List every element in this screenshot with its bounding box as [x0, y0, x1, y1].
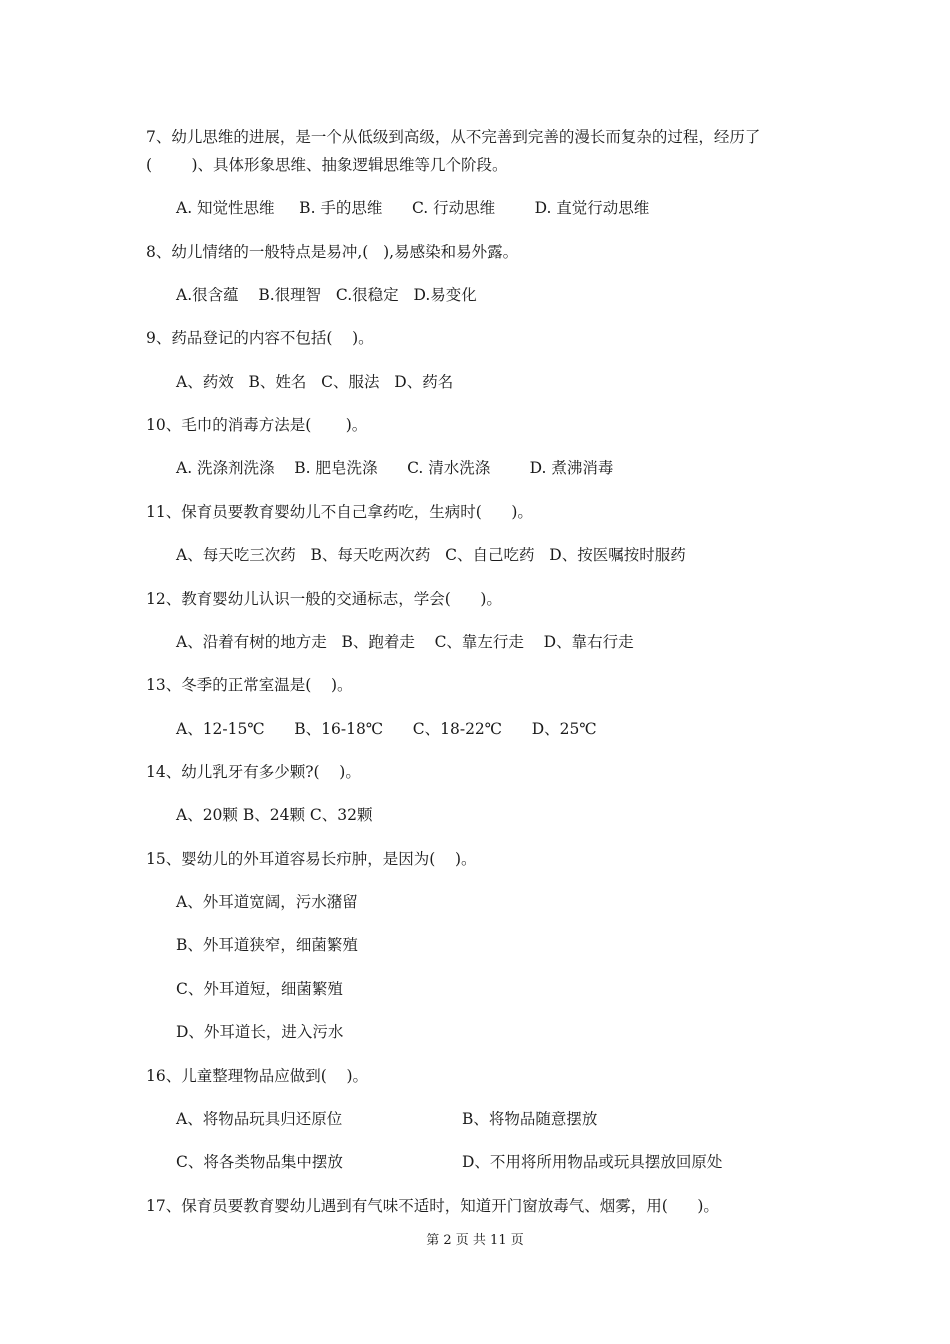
question-9-options: A、药效 B、姓名 C、服法 D、药名	[176, 373, 454, 391]
question-12: 12、教育婴幼儿认识一般的交通标志，学会( )。	[146, 590, 502, 608]
question-11-options: A、每天吃三次药 B、每天吃两次药 C、自己吃药 D、按医嘱按时服药	[176, 546, 686, 564]
question-14: 14、幼儿乳牙有多少颗?( )。	[146, 763, 361, 781]
question-16: 16、儿童整理物品应做到( )。	[146, 1067, 369, 1085]
question-10-options: A. 洗涤剂洗涤 B. 肥皂洗涤 C. 清水洗涤 D. 煮沸消毒	[176, 459, 614, 477]
question-7-options: A. 知觉性思维 B. 手的思维 C. 行动思维 D. 直觉行动思维	[176, 199, 650, 217]
question-15-option-c: C、外耳道短，细菌繁殖	[176, 980, 343, 998]
question-8: 8、幼儿情绪的一般特点是易冲,( ),易感染和易外露。	[146, 243, 519, 261]
question-12-options: A、沿着有树的地方走 B、跑着走 C、靠左行走 D、靠右行走	[176, 633, 634, 651]
question-16-option-b: B、将物品随意摆放	[462, 1110, 598, 1128]
question-13-options: A、12-15℃ B、16-18℃ C、18-22℃ D、25℃	[176, 720, 597, 738]
question-9: 9、药品登记的内容不包括( )。	[146, 329, 374, 347]
question-17: 17、保育员要教育婴幼儿遇到有气味不适时，知道开门窗放毒气、烟雾，用( )。	[146, 1197, 719, 1215]
question-15-option-b: B、外耳道狭窄，细菌繁殖	[176, 936, 358, 954]
question-16-option-d: D、不用将所用物品或玩具摆放回原处	[462, 1153, 723, 1171]
question-7-line-1: 7、幼儿思维的进展，是一个从低级到高级，从不完善到完善的漫长而复杂的过程，经历了	[146, 128, 761, 146]
question-14-options: A、20颗 B、24颗 C、32颗	[176, 806, 373, 824]
question-15: 15、婴幼儿的外耳道容易长疖肿，是因为( )。	[146, 850, 477, 868]
question-8-options: A.很含蕴 B.很理智 C.很稳定 D.易变化	[176, 286, 477, 304]
page-footer: 第 2 页 共 11 页	[426, 1233, 524, 1248]
question-15-option-d: D、外耳道长，进入污水	[176, 1023, 344, 1041]
question-16-option-c: C、将各类物品集中摆放	[176, 1153, 343, 1171]
question-10: 10、毛巾的消毒方法是( )。	[146, 416, 368, 434]
question-13: 13、冬季的正常室温是( )。	[146, 676, 353, 694]
question-7-line-2: ( )、具体形象思维、抽象逻辑思维等几个阶段。	[146, 156, 508, 174]
question-11: 11、保育员要教育婴幼儿不自己拿药吃，生病时( )。	[146, 503, 533, 521]
question-16-option-a: A、将物品玩具归还原位	[176, 1110, 343, 1128]
question-15-option-a: A、外耳道宽阔，污水潴留	[176, 893, 358, 911]
